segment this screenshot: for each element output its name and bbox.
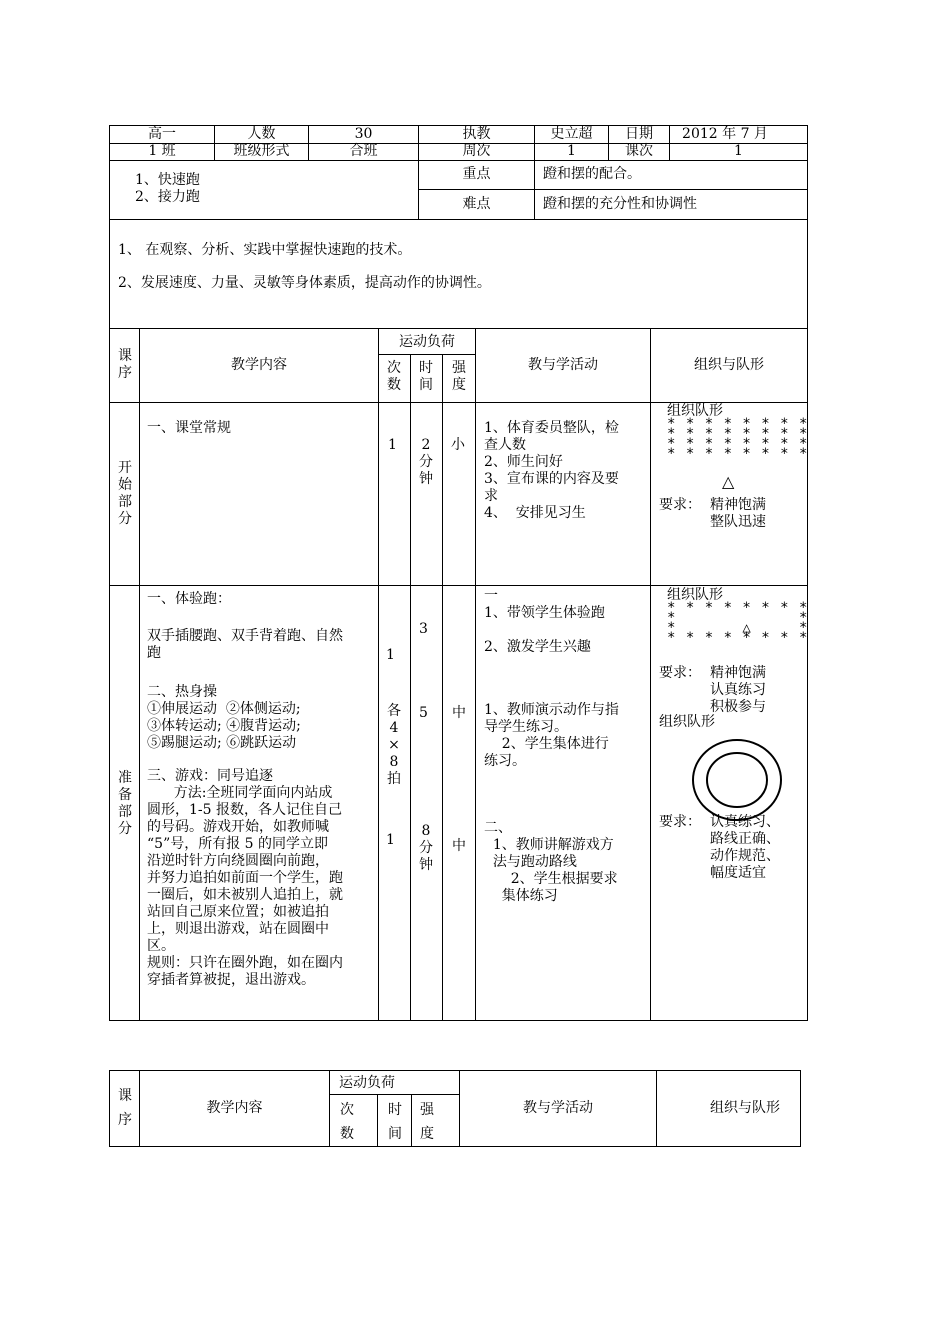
section-header: 课序 (118, 1088, 132, 1128)
time-value: 5 (419, 705, 428, 721)
goal-item: 2、发展速度、力量、灵敏等身体素质，提高动作的协调性。 (118, 275, 491, 291)
content-text: 三、游戏：同号追逐 方法:全班同学面向内站成 圆形，1-5 报数，各人记住自己 的号码。游戏开始，如教师喊 “5”号，所有报 5 的同学立即 沿逆时针方向绕圆圈向前跑， 并努力追拍如前面一个学生，跑 一圈后，如未被别人追拍上，就 站回自己原来位置；如被追拍 上，则退出游戏，站在圆圈中 区。 规则：只许在圈外跑，如在圈内 穿插者算被捉，退出游戏。 (147, 768, 343, 988)
activity-header: 教与学活动 (528, 357, 598, 373)
intensity-value: 中 (452, 705, 466, 721)
activity-text: 1、体育委员整队，检 查人数 2、师生问好 3、宣布课的内容及要 求 4、 安排见习生 (484, 420, 619, 521)
formation-stars: * * * * * * * * * * * △ * * * * * * * * * (667, 600, 809, 646)
formation-title: 组织队形 (667, 587, 723, 603)
formation-title: 组织队形 (659, 714, 715, 730)
org-header: 组织与队形 (694, 357, 764, 373)
requirement-label: 要求： (659, 497, 701, 513)
content-text: 二、热身操 ①伸展运动 ②体侧运动; ③体转运动; ④腹背运动; ⑤踢腿运动; ⑥跳跃运动 (147, 684, 301, 751)
key-point-value: 蹬和摆的配合。 (543, 166, 641, 182)
requirement-label: 要求： (659, 814, 701, 830)
time-header: 时间 (419, 360, 433, 393)
teacher-triangle-icon: △ (722, 472, 735, 491)
requirement-text: 精神饱满 整队迅速 (710, 497, 766, 530)
requirement-label: 要求： (659, 665, 701, 681)
content-text: 双手插腰跑、双手背着跑、自然 跑 (147, 628, 343, 661)
lesson-no-value: 1 (734, 143, 743, 159)
count-value: 1 (386, 832, 395, 848)
formation-title: 组织队形 (667, 403, 723, 419)
activity-header: 教与学活动 (523, 1100, 593, 1116)
intensity-value: 小 (451, 437, 465, 453)
grade-cell: 高一 (148, 126, 176, 142)
time-value: 2分钟 (419, 437, 433, 487)
goal-item: 1、 在观察、分析、实践中掌握快速跑的技术。 (118, 242, 412, 258)
count-header: 次数 (387, 360, 401, 393)
lesson-no-label: 课次 (625, 143, 653, 159)
count-value: 1 (386, 647, 395, 663)
formation-stars: * * * * * * * * * * * * * * * * * * * * * * * * * * * * * * * * (667, 416, 809, 462)
difficulty-label: 难点 (462, 196, 491, 212)
intensity-header: 强度 (452, 360, 466, 393)
section-name: 准备部分 (118, 770, 132, 837)
time-header: 时间 (388, 1102, 402, 1142)
load-header: 运动负荷 (339, 1075, 395, 1091)
week-label: 周次 (462, 143, 491, 159)
week-value: 1 (567, 143, 576, 159)
count-value: 1 (388, 437, 397, 453)
headcount-value: 30 (354, 126, 373, 142)
class-form-label: 班级形式 (233, 143, 290, 159)
class-cell: 1 班 (148, 143, 176, 159)
date-value: 2012 年 7 月 (682, 126, 768, 142)
requirement-text: 认真练习、 路线正确、 动作规范、 幅度适宜 (710, 814, 780, 881)
topic-item: 2、接力跑 (135, 189, 200, 205)
date-label: 日期 (625, 126, 653, 142)
content-header: 教学内容 (206, 1100, 263, 1116)
key-point-label: 重点 (462, 166, 491, 182)
section-header: 课序 (118, 348, 132, 381)
teacher-name: 史立超 (550, 126, 593, 142)
difficulty-value: 蹬和摆的充分性和协调性 (543, 196, 697, 212)
content-header: 教学内容 (231, 357, 287, 373)
org-header: 组织与队形 (710, 1100, 780, 1116)
time-value: 8分钟 (419, 823, 433, 873)
section-name: 开始部分 (118, 460, 132, 527)
teacher-label: 执教 (462, 126, 491, 142)
load-header: 运动负荷 (399, 334, 455, 350)
time-value: 3 (419, 621, 428, 637)
headcount-label: 人数 (247, 126, 276, 142)
activity-text: 二、 1、教师讲解游戏方 法与跑动路线 2、学生根据要求 集体练习 (484, 820, 618, 904)
count-header: 次数 (340, 1102, 354, 1142)
intensity-header: 强度 (420, 1102, 434, 1142)
count-value: 各4×8拍 (387, 703, 401, 787)
topic-item: 1、快速跑 (135, 172, 200, 188)
requirement-text: 精神饱满 认真练习 积极参与 (710, 665, 766, 715)
content-text: 一、体验跑： (147, 591, 231, 607)
content-text: 一、课堂常规 (147, 420, 231, 436)
activity-text: 1、教师演示动作与指 导学生练习。 2、学生集体进行 练习。 (484, 702, 619, 769)
circle-formation-icon (690, 738, 785, 823)
intensity-value: 中 (452, 838, 466, 854)
class-form-value: 合班 (349, 143, 378, 159)
activity-text: 一 1、带领学生体验跑 2、激发学生兴趣 (484, 588, 605, 655)
